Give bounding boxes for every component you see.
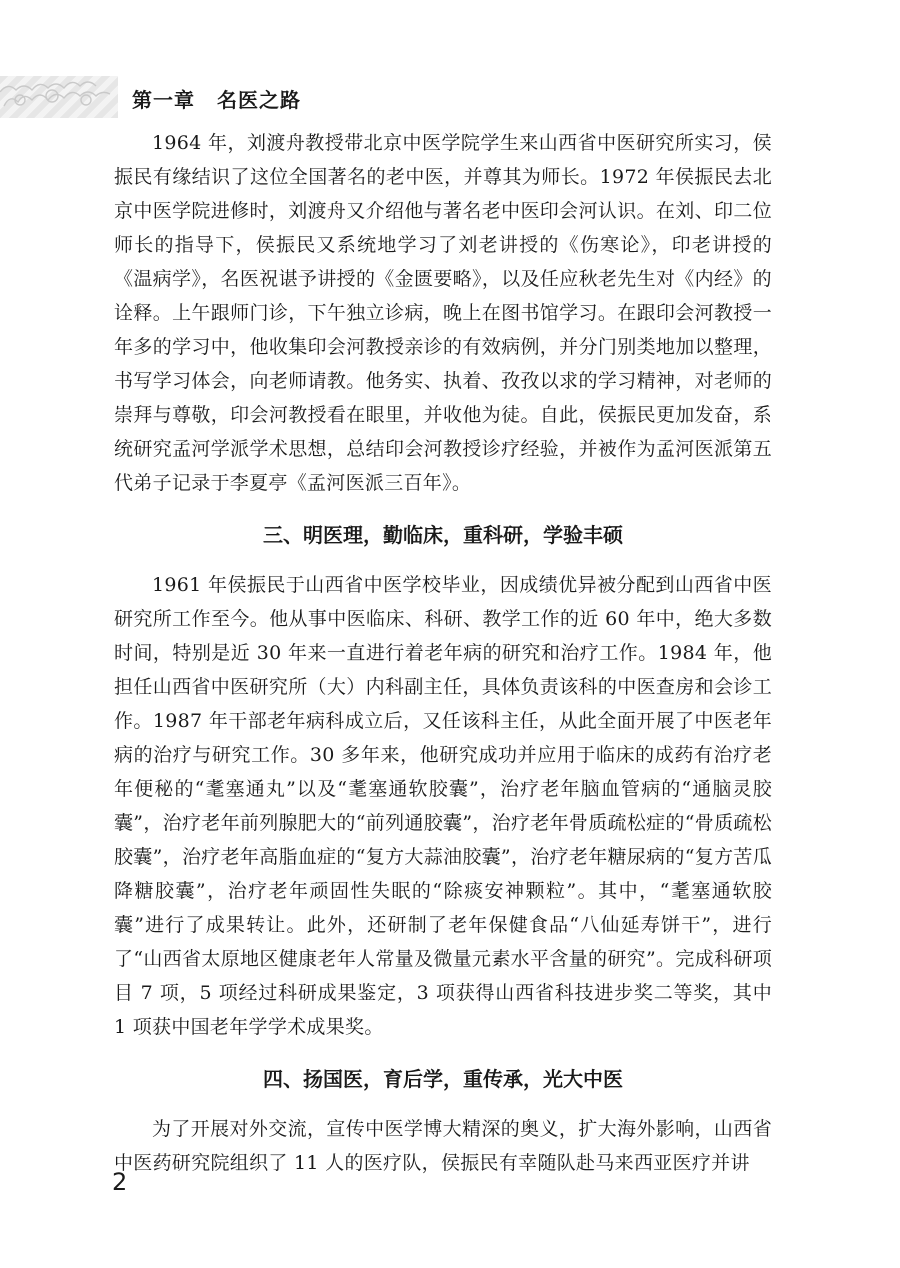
chapter-heading	[132, 84, 301, 113]
section-heading-3: 三、明医理，勤临床，重科研，学验丰硕	[263, 523, 623, 547]
cloud-pattern-icon	[0, 76, 118, 118]
header-decoration	[0, 76, 118, 118]
page-number: 2	[112, 1168, 128, 1196]
section-heading-4: 四、扬国医，育后学，重传承，光大中医	[263, 1067, 623, 1091]
main-text	[114, 126, 772, 1180]
paragraph-2: 1961 年侯振民于山西省中医学校毕业，因成绩优异被分配到山西省中医研究所工作至今。他从事中医临床、科研、教学工作的近 60 年中，绝大多数时间，特别是近 30 年来一直进行着老年病的研究和治疗工作。1984 年，他担任山西省中医研究所（大）内科副主任，具体负责该科的中医查房和会诊工作。1987 年干部老年病科成立后，又任该科主任，从此全面开展了中医老年病的治疗与研究工作。30 多年来，他研究成功并应用于临床的成药有治疗老年便秘的“耄塞通丸”以及“耄塞通软胶囊”，治疗老年脑血管病的“通脑灵胶囊”，治疗老年前列腺肥大的“前列通胶囊”，治疗老年骨质疏松症的“骨质疏松胶囊”，治疗老年高脂血症的“复方大蒜油胶囊”，治疗老年糖尿病的“复方苦瓜降糖胶囊”，治疗老年顽固性失眠的“除痰安神颗粒”。其中，“耄塞通软胶囊”进行了成果转让。此外，还研制了老年保健食品“八仙延寿饼干”，进行了“山西省太原地区健康老年人常量及微量元素水平含量的研究”。完成科研项目 7 项，5 项经过科研成果鉴定，3 项获得山西省科技进步奖二等奖，其中 1 项获中国老年学学术成果奖。	[114, 574, 772, 1038]
chapter-title: 名医之路	[217, 88, 301, 112]
paragraph-1: 1964 年，刘渡舟教授带北京中医学院学生来山西省中医研究所实习，侯振民有缘结识了这位全国著名的老中医，并尊其为师长。1972 年侯振民去北京中医学院进修时，刘渡舟又介绍他与著名老中医印会河认识。在刘、印二位师长的指导下，侯振民又系统地学习了刘老讲授的《伤寒论》，印老讲授的《温病学》，名医祝谌予讲授的《金匮要略》，以及任应秋老先生对《内经》的诠释。上午跟师门诊，下午独立诊病，晚上在图书馆学习。在跟印会河教授一年多的学习中，他收集印会河教授亲诊的有效病例，并分门别类地加以整理，书写学习体会，向老师请教。他务实、执着、孜孜以求的学习精神，对老师的崇拜与尊敬，印会河教授看在眼里，并收他为徒。自此，侯振民更加发奋，系统研究孟河学派学术思想，总结印会河教授诊疗经验，并被作为孟河医派第五代弟子记录于李夏亭《孟河医派三百年》。	[114, 132, 772, 494]
chapter-number: 第一章	[132, 88, 195, 112]
paragraph-3: 为了开展对外交流，宣传中医学博大精深的奥义，扩大海外影响，山西省中医药研究院组织了 11 人的医疗队，侯振民有幸随队赴马来西亚医疗并讲	[114, 1118, 772, 1174]
